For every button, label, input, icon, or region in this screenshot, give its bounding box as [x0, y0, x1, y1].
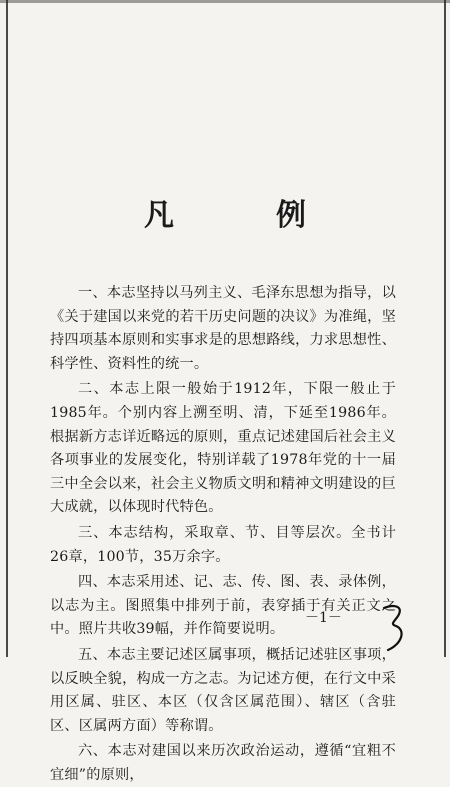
scan-edge-top	[0, 0, 450, 3]
scan-edge-left	[6, 0, 8, 657]
handwritten-mark	[376, 600, 416, 655]
body-text	[50, 282, 396, 787]
paragraph-5: 五、本志主要记述区属事项，概括记述驻区事项，以反映全貌，构成一方之志。为记述方便，在行文中采用区属、驻区、本区（仅含区属范围）、辖区（含驻区、区属两方面）等称谓。	[50, 646, 396, 734]
page-number: －1－	[305, 610, 342, 626]
paragraph-2: 二、本志上限一般始于1912年，下限一般止于1985年。个别内容上溯至明、清，下延至1986年。根据新方志详近略远的原则，重点记述建国后社会主义各项事业的发展变化，特别详载了1978年党的十一届三中全会以来，社会主义物质文明和精神文明建设的巨大成就，以体现时代特色。	[50, 381, 396, 516]
paragraph-4: 四、本志采用述、记、志、传、图、表、录体例，以志为主。图照集中排列于前，表穿插于有关正文之中。照片共收39幅，并作简要说明。	[50, 574, 396, 638]
paragraph-6: 六、本志对建国以来历次政治运动，遵循“宜粗不宜细”的原则，	[50, 743, 396, 783]
page-title: 凡 例	[144, 198, 342, 233]
paragraph-1: 一、本志坚持以马列主义、毛泽东思想为指导，以《关于建国以来党的若干历史问题的决议》为准绳，坚持四项基本原则和实事求是的思想路线，力求思想性、科学性、资料性的统一。	[50, 285, 396, 372]
scan-edge-right	[444, 0, 446, 657]
paragraph-3: 三、本志结构，采取章、节、目等层次。全书计26章，100节，35万余字。	[50, 524, 396, 565]
